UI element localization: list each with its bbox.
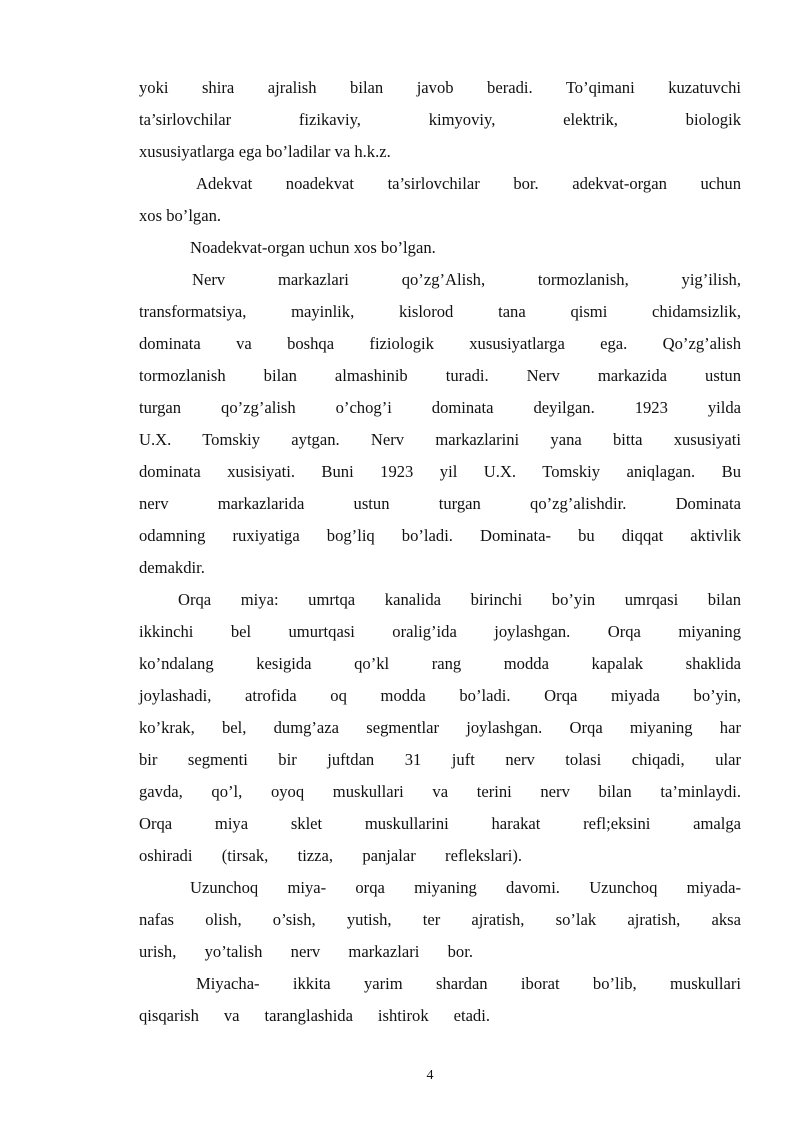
text-line: bir segmenti bir juftdan 31 juft nerv tolasi chiqadi, ular [139,750,741,769]
text-line: urish, yo’talish nerv markazlari bor. [139,942,473,961]
text-line: Orqa miya: umrtqa kanalida birinchi bo’yin umrqasi bilan [178,590,741,609]
text-line: U.X. Tomskiy aytgan. Nerv markazlarini yana bitta xususiyati [139,430,741,449]
text-line: dominata xusisiyati. Buni 1923 yil U.X. Tomskiy aniqlagan. Bu [139,462,741,481]
text-line: Orqa miya sklet muskullarini harakat refl;eksini amalga [139,814,741,833]
text-line: gavda, qo’l, oyoq muskullari va terini nerv bilan ta’minlaydi. [139,782,741,801]
text-line: dominata va boshqa fiziologik xususiyatlarga ega. Qo’zg’alish [139,334,741,353]
text-line: tormozlanish bilan almashinib turadi. Nerv markazida ustun [139,366,741,385]
text-line: transformatsiya, mayinlik, kislorod tana qismi chidamsizlik, [139,302,741,321]
text-line: ko’ndalang kesigida qo’kl rang modda kapalak shaklida [139,654,741,673]
text-line: oshiradi (tirsak, tizza, panjalar reflekslari). [139,846,522,865]
text-line: nerv markazlarida ustun turgan qo’zg’alishdir. Dominata [139,494,741,513]
text-line: ta’sirlovchilar fizikaviy, kimyoviy, elektrik, biologik [139,110,741,129]
text-line: nafas olish, o’sish, yutish, ter ajratish, so’lak ajratish, aksa [139,910,741,929]
text-line: xos bo’lgan. [139,206,222,225]
text-line: Nerv markazlari qo’zg’Alish, tormozlanish, yig’ilish, [192,270,741,289]
text-line: Miyacha- ikkita yarim shardan iborat bo’lib, muskullari [196,974,741,993]
text-line: demakdir. [139,558,205,577]
text-line: ikkinchi bel umurtqasi oralig’ida joylashgan. Orqa miyaning [139,622,741,641]
text-line: ko’krak, bel, dumg’aza segmentlar joylashgan. Orqa miyaning har [139,718,741,737]
text-line: qisqarish va taranglashida ishtirok etadi. [139,1006,490,1025]
page-number: 4 [426,1068,434,1083]
text-line: odamning ruxiyatiga bog’liq bo’ladi. Dominata- bu diqqat aktivlik [139,526,741,545]
text-line: joylashadi, atrofida oq modda bo’ladi. Orqa miyada bo’yin, [139,686,741,705]
text-line: Uzunchoq miya- orqa miyaning davomi. Uzunchoq miyada- [190,878,741,897]
text-line: Adekvat noadekvat ta’sirlovchilar bor. adekvat-organ uchun [196,174,741,193]
text-line: turgan qo’zg’alish o’chog’i dominata deyilgan. 1923 yilda [139,398,741,417]
text-line: xususiyatlarga ega bo’ladilar va h.k.z. [139,142,391,161]
text-line: Noadekvat-organ uchun xos bo’lgan. [190,238,436,257]
text-line: yoki shira ajralish bilan javob beradi. To’qimani kuzatuvchi [139,78,741,97]
